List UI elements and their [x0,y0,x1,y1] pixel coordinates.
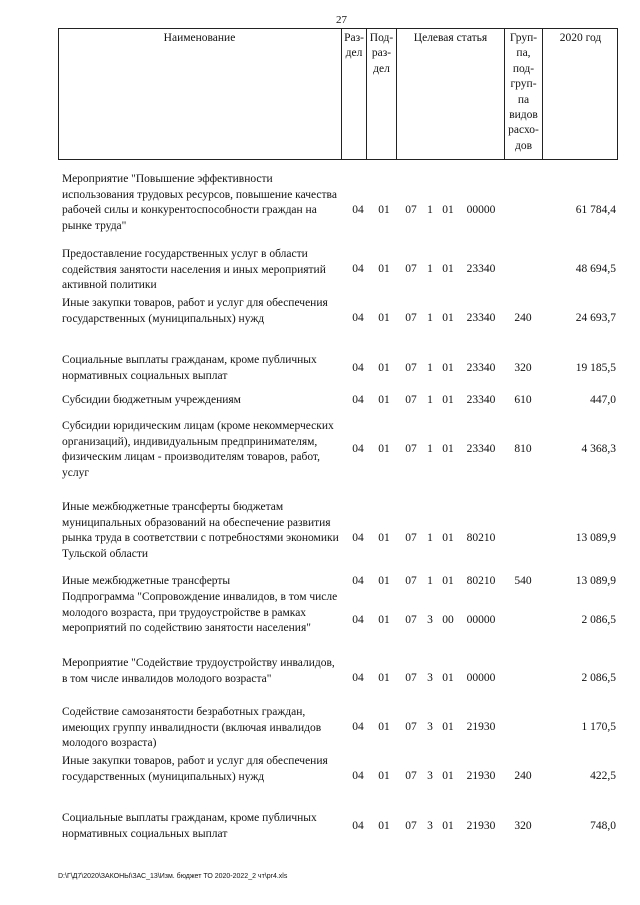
header-razdel: Раз- дел [344,32,364,60]
row-name: Иные межбюджетные трансферты [62,575,231,587]
cell-sum: 2 086,5 [581,672,616,684]
cell-cs3: 01 [442,575,454,587]
cell-cs1: 07 [405,204,417,216]
header-name: Наименование [163,32,236,44]
cell-cs1: 07 [405,263,417,275]
cell-cs3: 01 [442,820,454,832]
cell-rz: 04 [352,394,364,406]
cell-sum: 19 185,5 [575,362,616,374]
cell-vr: 240 [514,770,532,782]
cell-cs4: 00000 [466,614,496,626]
cell-cs3: 01 [442,312,454,324]
row-name: Мероприятие "Повышение эффективности использования трудовых ресурсов, повышение качества рабочей силы и конкурентоспособности граждан на рынке труда" [62,173,337,232]
cell-cs4: 23340 [466,362,496,374]
cell-cs4: 23340 [466,263,496,275]
cell-pr: 01 [378,443,390,455]
cell-sum: 61 784,4 [575,204,616,216]
cell-pr: 01 [378,263,390,275]
cell-cs3: 01 [442,443,454,455]
cell-cs3: 00 [442,614,454,626]
cell-cs3: 01 [442,204,454,216]
cell-cs3: 01 [442,770,454,782]
cell-cs2: 1 [427,362,433,374]
cell-cs1: 07 [405,575,417,587]
page-number: 27 [336,14,347,26]
cell-cs2: 1 [427,312,433,324]
cell-cs2: 1 [427,204,433,216]
header-podrazdel: Под- раз- дел [369,32,394,75]
cell-cs4: 23340 [466,394,496,406]
cell-rz: 04 [352,312,364,324]
cell-cs4: 21930 [466,721,496,733]
cell-cs4: 23340 [466,312,496,324]
cell-cs2: 3 [427,721,433,733]
cell-pr: 01 [378,721,390,733]
cell-sum: 24 693,7 [575,312,616,324]
cell-cs3: 01 [442,263,454,275]
cell-sum: 48 694,5 [575,263,616,275]
cell-pr: 01 [378,672,390,684]
cell-cs3: 01 [442,532,454,544]
row-name: Социальные выплаты гражданам, кроме публичных нормативных социальных выплат [62,812,317,840]
header-expense-group: Груп- па, под- груп- па видов расхо- дов [508,32,539,152]
cell-cs2: 3 [427,820,433,832]
cell-cs4: 23340 [466,443,496,455]
cell-rz: 04 [352,575,364,587]
cell-pr: 01 [378,312,390,324]
cell-cs4: 80210 [466,575,496,587]
cell-vr: 320 [514,820,532,832]
row-name: Содействие самозанятости безработных граждан, имеющих группу инвалидности (включая инвалидов молодого возраста) [62,706,322,750]
cell-pr: 01 [378,770,390,782]
cell-pr: 01 [378,614,390,626]
row-name: Предоставление государственных услуг в области содействия занятости населения и иных мероприятий активной политики [62,248,326,292]
cell-rz: 04 [352,204,364,216]
cell-pr: 01 [378,362,390,374]
cell-cs1: 07 [405,394,417,406]
cell-rz: 04 [352,820,364,832]
cell-rz: 04 [352,443,364,455]
cell-pr: 01 [378,575,390,587]
cell-cs1: 07 [405,672,417,684]
cell-pr: 01 [378,394,390,406]
cell-cs4: 21930 [466,770,496,782]
cell-pr: 01 [378,820,390,832]
cell-sum: 13 089,9 [575,575,616,587]
cell-cs3: 01 [442,721,454,733]
row-name: Мероприятие "Содействие трудоустройству инвалидов, в том числе инвалидов молодого возраста" [62,657,335,685]
cell-cs1: 07 [405,614,417,626]
cell-cs4: 00000 [466,204,496,216]
row-name: Субсидии юридическим лицам (кроме некоммерческих организаций), индивидуальным предпринимателям, физическим лицам - производителям товаров, работ, услуг [62,420,334,479]
header-year: 2020 год [559,32,602,44]
cell-sum: 748,0 [590,820,616,832]
cell-vr: 610 [514,394,532,406]
cell-sum: 13 089,9 [575,532,616,544]
row-name: Иные закупки товаров, работ и услуг для обеспечения государственных (муниципальных) нужд [62,297,328,325]
cell-cs3: 01 [442,672,454,684]
header-target-article: Целевая статья [413,32,488,44]
cell-cs1: 07 [405,532,417,544]
cell-vr: 540 [514,575,532,587]
cell-cs1: 07 [405,721,417,733]
cell-cs2: 1 [427,575,433,587]
cell-cs3: 01 [442,394,454,406]
cell-rz: 04 [352,672,364,684]
cell-rz: 04 [352,721,364,733]
cell-cs1: 07 [405,443,417,455]
cell-rz: 04 [352,263,364,275]
cell-cs2: 3 [427,770,433,782]
cell-sum: 2 086,5 [581,614,616,626]
cell-cs1: 07 [405,820,417,832]
cell-vr: 240 [514,312,532,324]
cell-sum: 447,0 [590,394,616,406]
cell-cs1: 07 [405,362,417,374]
cell-cs2: 1 [427,394,433,406]
cell-sum: 1 170,5 [581,721,616,733]
cell-rz: 04 [352,770,364,782]
cell-sum: 422,5 [590,770,616,782]
row-name: Иные закупки товаров, работ и услуг для обеспечения государственных (муниципальных) нужд [62,755,328,783]
file-path-footer: D:\Г\Д7\2020\ЗАКОНЫ\ЗАС_13\Изм. бюджет ТО 2020-2022_2 чт\pr4.xls [58,873,288,880]
cell-vr: 320 [514,362,532,374]
cell-pr: 01 [378,204,390,216]
row-name: Иные межбюджетные трансферты бюджетам муниципальных образований на обеспечение развития рынка труда в соответствии с потребностями экономики Тульской области [62,501,339,560]
row-name: Подпрограмма "Сопровождение инвалидов, в том числе молодого возраста, при трудоустройстве в рамках мероприятий по содействию занятости населения" [62,591,338,635]
cell-rz: 04 [352,532,364,544]
cell-cs1: 07 [405,312,417,324]
row-name: Субсидии бюджетным учреждениям [62,394,241,406]
cell-cs4: 00000 [466,672,496,684]
cell-sum: 4 368,3 [581,443,616,455]
cell-vr: 810 [514,443,532,455]
cell-pr: 01 [378,532,390,544]
cell-cs2: 3 [427,672,433,684]
cell-cs4: 80210 [466,532,496,544]
row-name: Социальные выплаты гражданам, кроме публичных нормативных социальных выплат [62,354,317,382]
cell-cs2: 1 [427,263,433,275]
cell-cs2: 3 [427,614,433,626]
cell-cs2: 1 [427,443,433,455]
cell-cs3: 01 [442,362,454,374]
table-header [58,28,618,160]
cell-cs4: 21930 [466,820,496,832]
cell-rz: 04 [352,362,364,374]
cell-cs1: 07 [405,770,417,782]
cell-cs2: 1 [427,532,433,544]
cell-rz: 04 [352,614,364,626]
